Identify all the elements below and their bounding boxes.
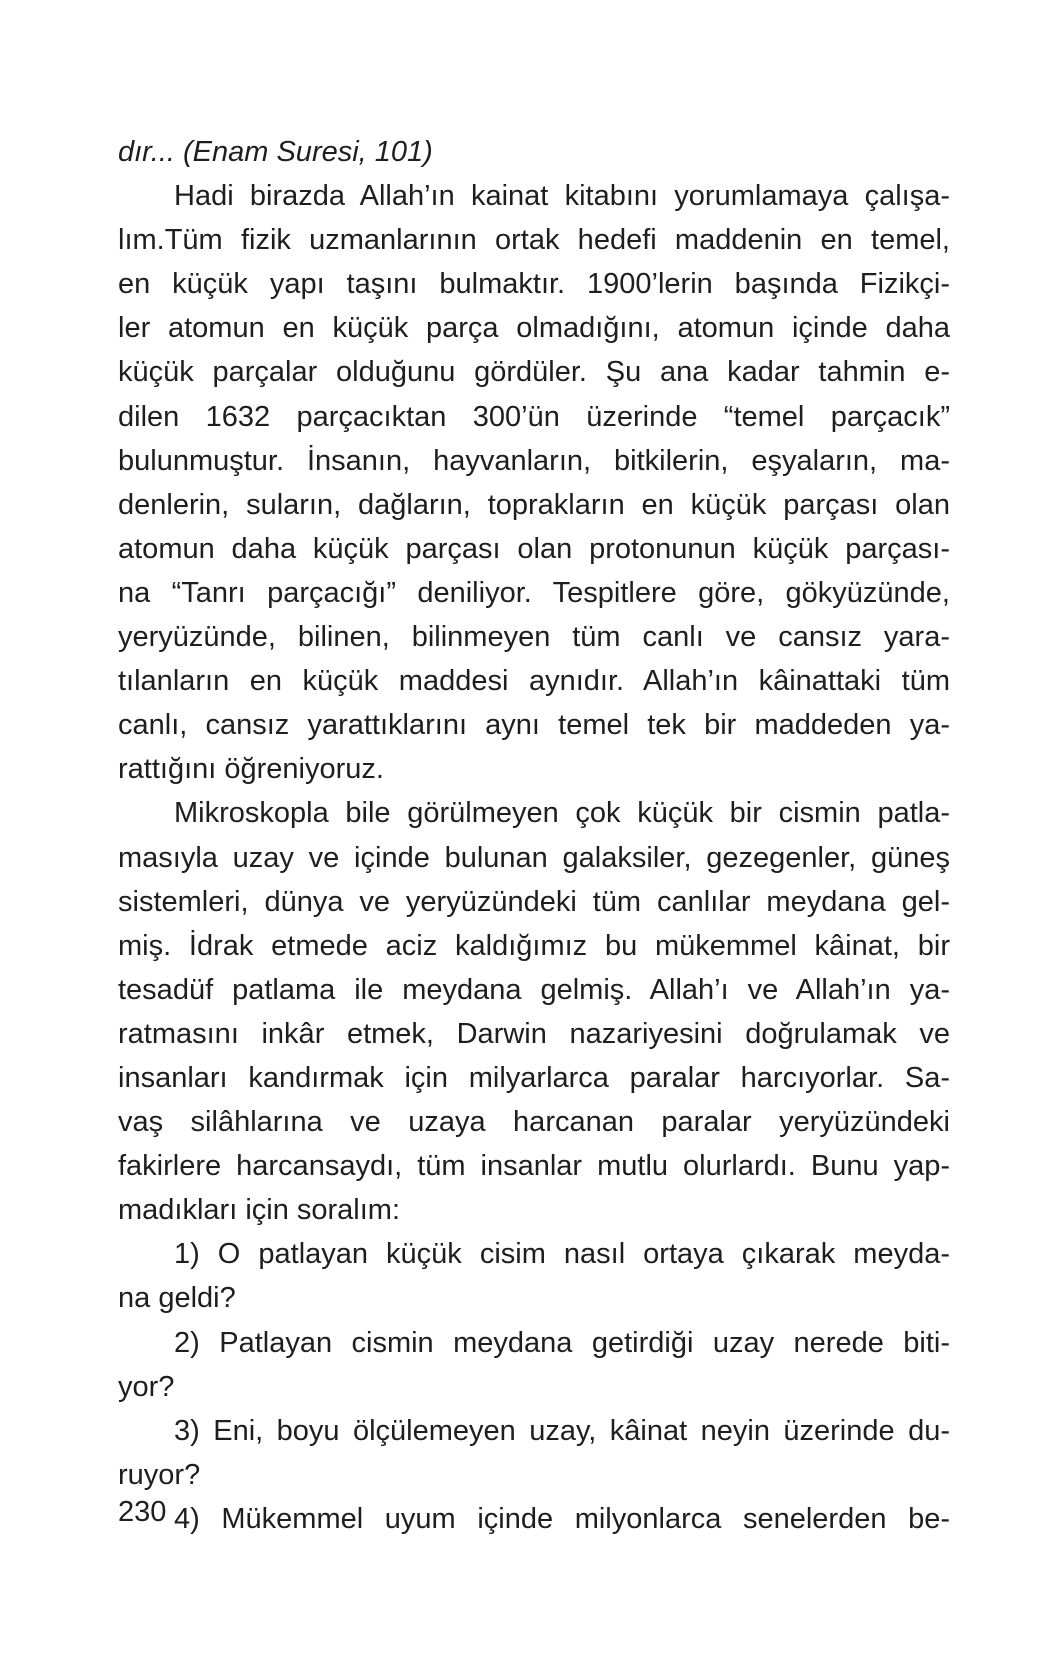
text-line: 2) Patlayan cismin meydana getirdiği uzay nerede biti- (174, 1326, 950, 1359)
text-line: yeryüzünde, bilinen, bilinmeyen tüm canlı ve cansız yara- (118, 621, 950, 654)
text-line: miş. İdrak etmede aciz kaldığımız bu mükemmel kâinat, bir (118, 929, 950, 962)
text-line: insanları kandırmak için milyarlarca paralar harcıyorlar. Sa- (118, 1061, 950, 1094)
text-line: denlerin, suların, dağların, toprakların en küçük parçası olan (118, 488, 950, 521)
text-line: küçük parçalar olduğunu gördüler. Şu ana kadar tahmin e- (118, 356, 950, 389)
body-text (118, 130, 950, 1541)
text-line: dilen 1632 parçacıktan 300’ün üzerinde “temel parçacık” (118, 400, 950, 433)
text-line: fakirlere harcansaydı, tüm insanlar mutlu olurlardı. Bunu yap- (118, 1150, 950, 1183)
text-line: 1) O patlayan küçük cisim nasıl ortaya çıkarak meyda- (174, 1238, 950, 1271)
text-line: 4) Mükemmel uyum içinde milyonlarca senelerden be- (174, 1502, 950, 1535)
text-line: 3) Eni, boyu ölçülemeyen uzay, kâinat neyin üzerinde du- (174, 1414, 950, 1447)
text-line: tesadüf patlama ile meydana gelmiş. Allah’ı ve Allah’ın ya- (118, 973, 950, 1006)
text-line: madıkları için soralım: (118, 1194, 401, 1227)
text-line: yor? (118, 1370, 175, 1403)
text-line: vaş silâhlarına ve uzaya harcanan paralar yeryüzündeki (118, 1106, 950, 1139)
text-line: Mikroskopla bile görülmeyen çok küçük bir cismin patla- (174, 797, 950, 830)
text-line: ratmasını inkâr etmek, Darwin nazariyesini doğrulamak ve (118, 1017, 950, 1050)
page-number: 230 (118, 1496, 167, 1528)
text-line: na geldi? (118, 1282, 236, 1315)
text-line: bulunmuştur. İnsanın, hayvanların, bitkilerin, eşyaların, ma- (118, 444, 950, 477)
text-line: rattığını öğreniyoruz. (118, 753, 384, 786)
text-line: ler atomun en küçük parça olmadığını, atomun içinde daha (118, 312, 950, 345)
text-line: tılanların en küçük maddesi aynıdır. Allah’ın kâinattaki tüm (118, 665, 950, 698)
text-line: masıyla uzay ve içinde bulunan galaksiler, gezegenler, güneş (118, 841, 950, 874)
text-line: sistemleri, dünya ve yeryüzündeki tüm canlılar meydana gel- (118, 885, 950, 918)
text-line: ruyor? (118, 1458, 201, 1491)
text-line: na “Tanrı parçacığı” deniliyor. Tespitlere göre, gökyüzünde, (118, 576, 950, 609)
text-line: canlı, cansız yarattıklarını aynı temel tek bir maddeden ya- (118, 709, 950, 742)
text-line: dır... (Enam Suresi, 101) (118, 136, 433, 168)
text-line: Hadi birazda Allah’ın kainat kitabını yorumlamaya çalışa- (174, 180, 950, 213)
text-line: en küçük yapı taşını bulmaktır. 1900’lerin başında Fizikçi- (118, 268, 950, 301)
text-line: lım.Tüm fizik uzmanlarının ortak hedefi maddenin en temel, (118, 224, 950, 257)
text-line: atomun daha küçük parçası olan protonunun küçük parçası- (118, 532, 950, 565)
